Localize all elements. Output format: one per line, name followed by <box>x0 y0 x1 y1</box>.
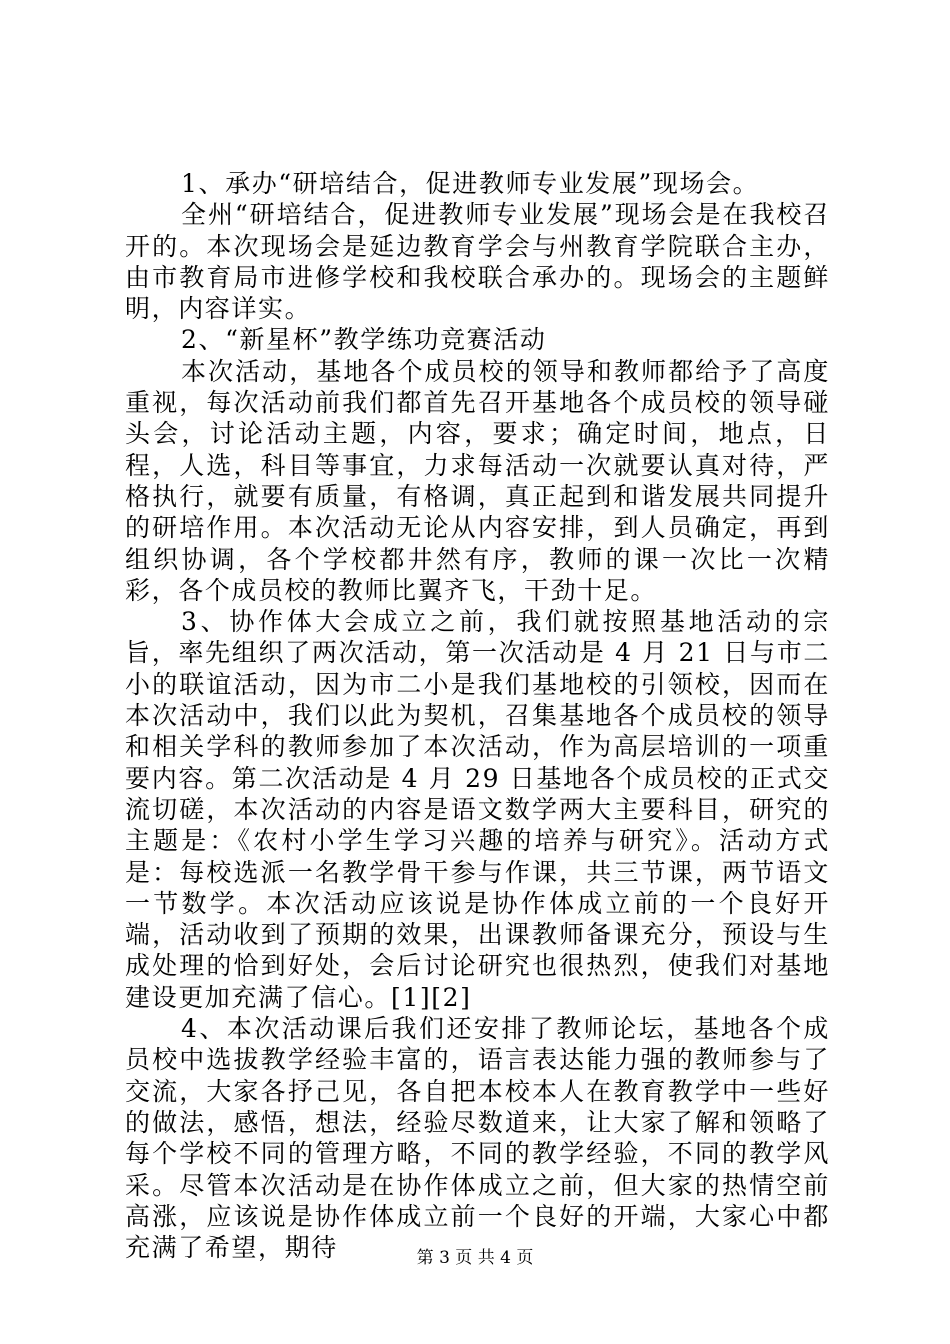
section-heading-2: 2、“新星杯”教学练功竞赛活动 <box>181 325 547 355</box>
section-heading-1: 1、承办“研培结合，促进教师专业发展”现场会。 <box>181 169 760 198</box>
paragraph-3: 3、协作体大会成立之前，我们就按照基地活动的宗旨，率先组织了两次活动，第一次活动是 4 月 21 日与市二小的联谊活动，因为市二小是我们基地校的引领校，因而在本次活动中，我们以此为契机，召集基地各个成员校的领导和相关学科的教师参加了本次活动，作为高层培训的一项重要内容。第二次活动是 4 月 29 日基地各个成员校的正式交流切磋，本次活动的内容是语文数学两大主要科目，研究的主题是：《农村小学生学习兴趣的培养与研究》。活动方式是：每校选派一名教学骨干参与作课，共三节课，两节语文一节数学。本次活动应该说是协作体成立前的一个良好开端，活动收到了预期的效果，出课教师备课充分，预设与生成处理的恰到好处，会后讨论研究也很热烈，使我们对基地建设更加充满了信心。[1][2] <box>125 607 830 1012</box>
document-body <box>125 168 830 1263</box>
paragraph-4: 4、本次活动课后我们还安排了教师论坛，基地各个成员校中选拔教学经验丰富的，语言表达能力强的教师参与了交流，大家各抒己见，各自把本校本人在教育教学中一些好的做法，感悟，想法，经验尽数道来，让大家了解和领略了每个学校不同的管理方略，不同的教学经验，不同的教学风采。尽管本次活动是在协作体成立之前，但大家的热情空前高涨，应该说是协作体成立前一个良好的开端，大家心中都充满了希望，期待 <box>125 1014 830 1263</box>
paragraph-1: 全州“研培结合，促进教师专业发展”现场会是在我校召开的。本次现场会是延边教育学会与州教育学院联合主办，由市教育局市进修学校和我校联合承办的。现场会的主题鲜明，内容详实。 <box>125 200 830 324</box>
paragraph-2: 本次活动，基地各个成员校的领导和教师都给予了高度重视，每次活动前我们都首先召开基地各个成员校的领导碰头会，讨论活动主题，内容，要求；确定时间，地点，日程，人选，科目等事宜，力求每活动一次就要认真对待，严格执行，就要有质量，有格调，真正起到和谐发展共同提升的研培作用。本次活动无论从内容安排，到人员确定，再到组织协调，各个学校都井然有序，教师的课一次比一次精彩，各个成员校的教师比翼齐飞，干劲十足。 <box>125 356 830 605</box>
page-footer: 第 3 页 共 4 页 <box>416 1248 534 1268</box>
